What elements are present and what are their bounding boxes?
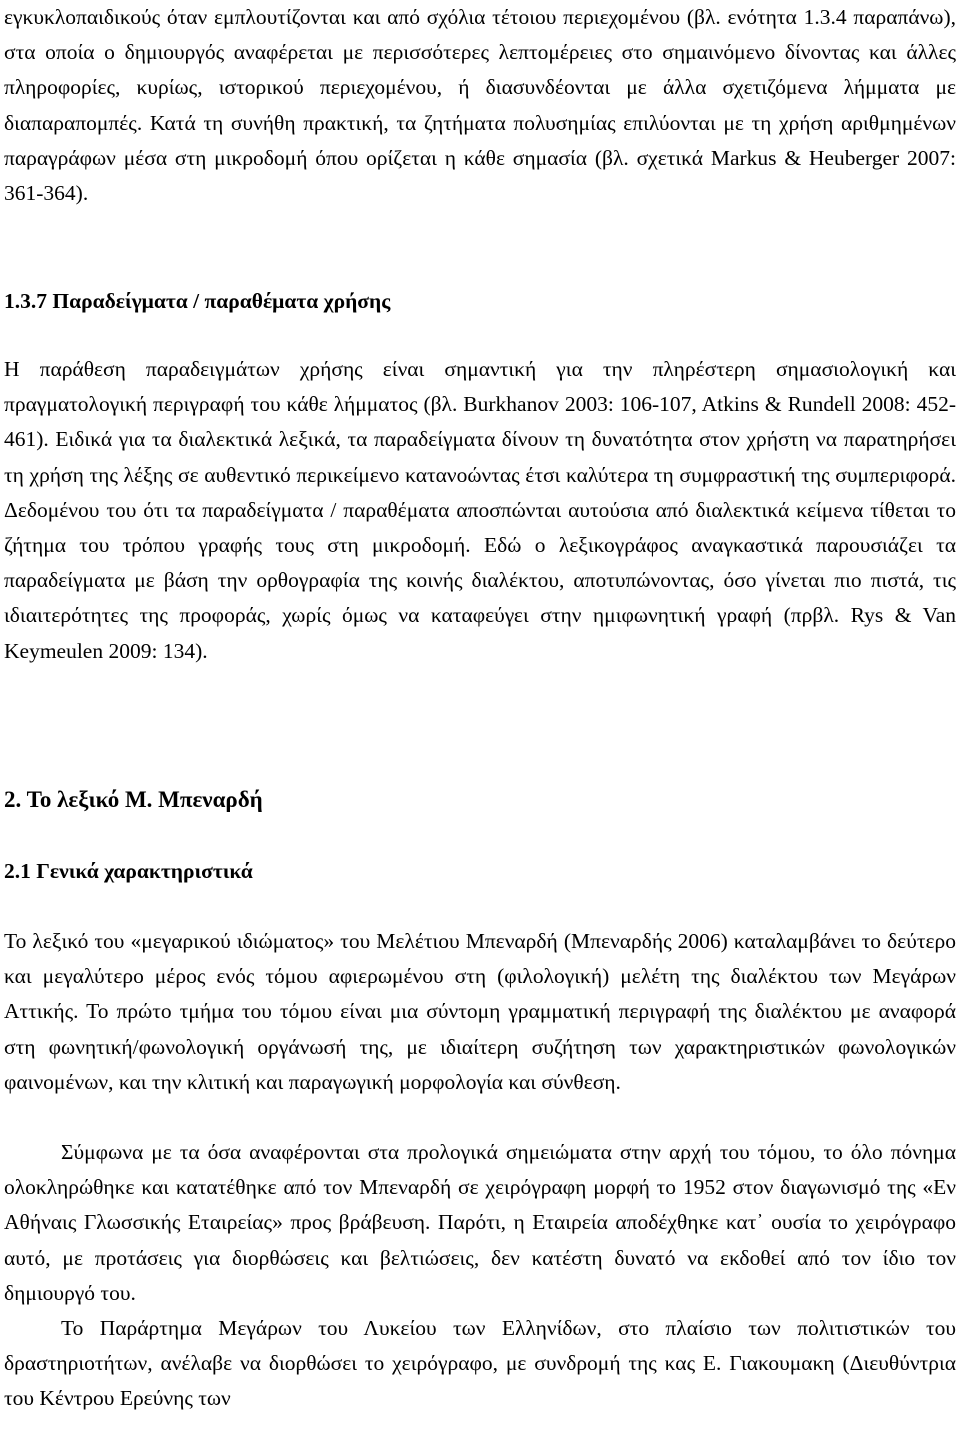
paragraph-dictionary-microstructure: εγκυκλοπαιδικούς όταν εμπλουτίζονται και από σχόλια τέτοιου περιεχομένου (βλ. ενότητα 1.3.4 παραπάνω), στα οποία ο δημιουργός αναφέρεται με περισσότερες λεπτομέρειες στο σημαινόμενο δίνοντας και άλλες πληροφορίες, κυρίως, ιστορικού περιεχομένου, ή διασυνδέονται με άλλα σχετιζόμενα λήμματα με διαπαραπομπές. Κατά τη συνήθη πρακτική, τα ζητήματα πολυσημίας επιλύονται με τη χρήση αριθμημένων παραγράφων μέσα στη μικροδομή όπου ορίζεται η κάθε σημασία (βλ. σχετικά Markus & Heuberger 2007: 361-364).	[4, 5, 956, 206]
paragraph-megara-lyceum: Το Παράρτημα Μεγάρων του Λυκείου των Ελληνίδων, στο πλαίσιο των πολιτιστικών του δραστηριοτήτων, ανέλαβε να διορθώσει το χειρόγραφο, με συνδρομή της κας Ε. Γιακουμακη (Διευθύντρια του Κέντρου Ερεύνης των	[4, 1316, 956, 1411]
paragraph-benardis-dictionary: Το λεξικό του «μεγαρικού ιδιώματος» του Μελέτιου Μπεναρδή (Μπεναρδής 2006) καταλαμβάνει το δεύτερο και μεγαλύτερο μέρος ενός τόμου αφιερωμένου στη (φιλολογική) μελέτη της διαλέκτου των Μεγάρων Αττικής. Το πρώτο τμήμα του τόμου είναι μια σύντομη γραμματική περιγραφή της διαλέκτου με αναφορά στη φωνητική/φωνολογική οργάνωσή της, με ιδιαίτερη συζήτηση των χαρακτηριστικών φωνολογικών φαινομένων, και την κλιτική και παραγωγική μορφολογία και σύνθεση.	[4, 929, 956, 1094]
section-heading-2: 2. Το λεξικό Μ. Μπεναρδή	[4, 787, 263, 812]
paragraph-usage-examples: Η παράθεση παραδειγμάτων χρήσης είναι σημαντική για την πληρέστερη σημασιολογική και πραγματολογική περιγραφή του κάθε λήμματος (βλ. Burkhanov 2003: 106-107, Atkins & Rundell 2008: 452-461). Ειδικά για τα διαλεκτικά λεξικά, τα παραδείγματα δίνουν τη δυνατότητα στον χρήστη να παρατηρήσει τη χρήση της λέξης σε αυθεντικό περικείμενο κατανοώντας έτσι καλύτερα τη συμφραστική της συμπεριφορά. Δεδομένου του ότι τα παραδείγματα / παραθέματα αποσπώνται αυτούσια από διαλεκτικά κείμενα τίθεται το ζήτημα του τρόπου γραφής τους στη μικροδομή. Εδώ ο λεξικογράφος αναγκαστικά παρουσιάζει τα παραδείγματα με βάση την ορθογραφία της κοινής διαλέκτου, αποτυπώνοντας, όσο γίνεται πιο πιστά, τις ιδιαιτερότητες της προφοράς, χωρίς όμως να καταφεύγει στην ημιφωνητική γραφή (πρβλ. Rys & Van Keymeulen 2009: 134).	[4, 357, 956, 663]
section-heading-1-3-7: 1.3.7 Παραδείγματα / παραθέματα χρήσης	[4, 289, 391, 313]
paragraph-prologue-notes: Σύμφωνα με τα όσα αναφέρονται στα προλογικά σημειώματα στην αρχή του τόμου, το όλο πόνημα ολοκληρώθηκε και κατατέθηκε από τον Μπεναρδή σε χειρόγραφη μορφή το 1952 στον διαγωνισμό της «Εν Αθήναις Γλωσσικής Εταιρείας» προς βράβευση. Παρότι, η Εταιρεία αποδέχθηκε κατ᾽ ουσία το χειρόγραφο αυτό, με προτάσεις για διορθώσεις και βελτιώσεις, δεν κατέστη δυνατό να εκδοθεί από τον ίδιο τον δημιουργό του.	[4, 1140, 956, 1305]
section-heading-2-1: 2.1 Γενικά χαρακτηριστικά	[4, 859, 253, 883]
